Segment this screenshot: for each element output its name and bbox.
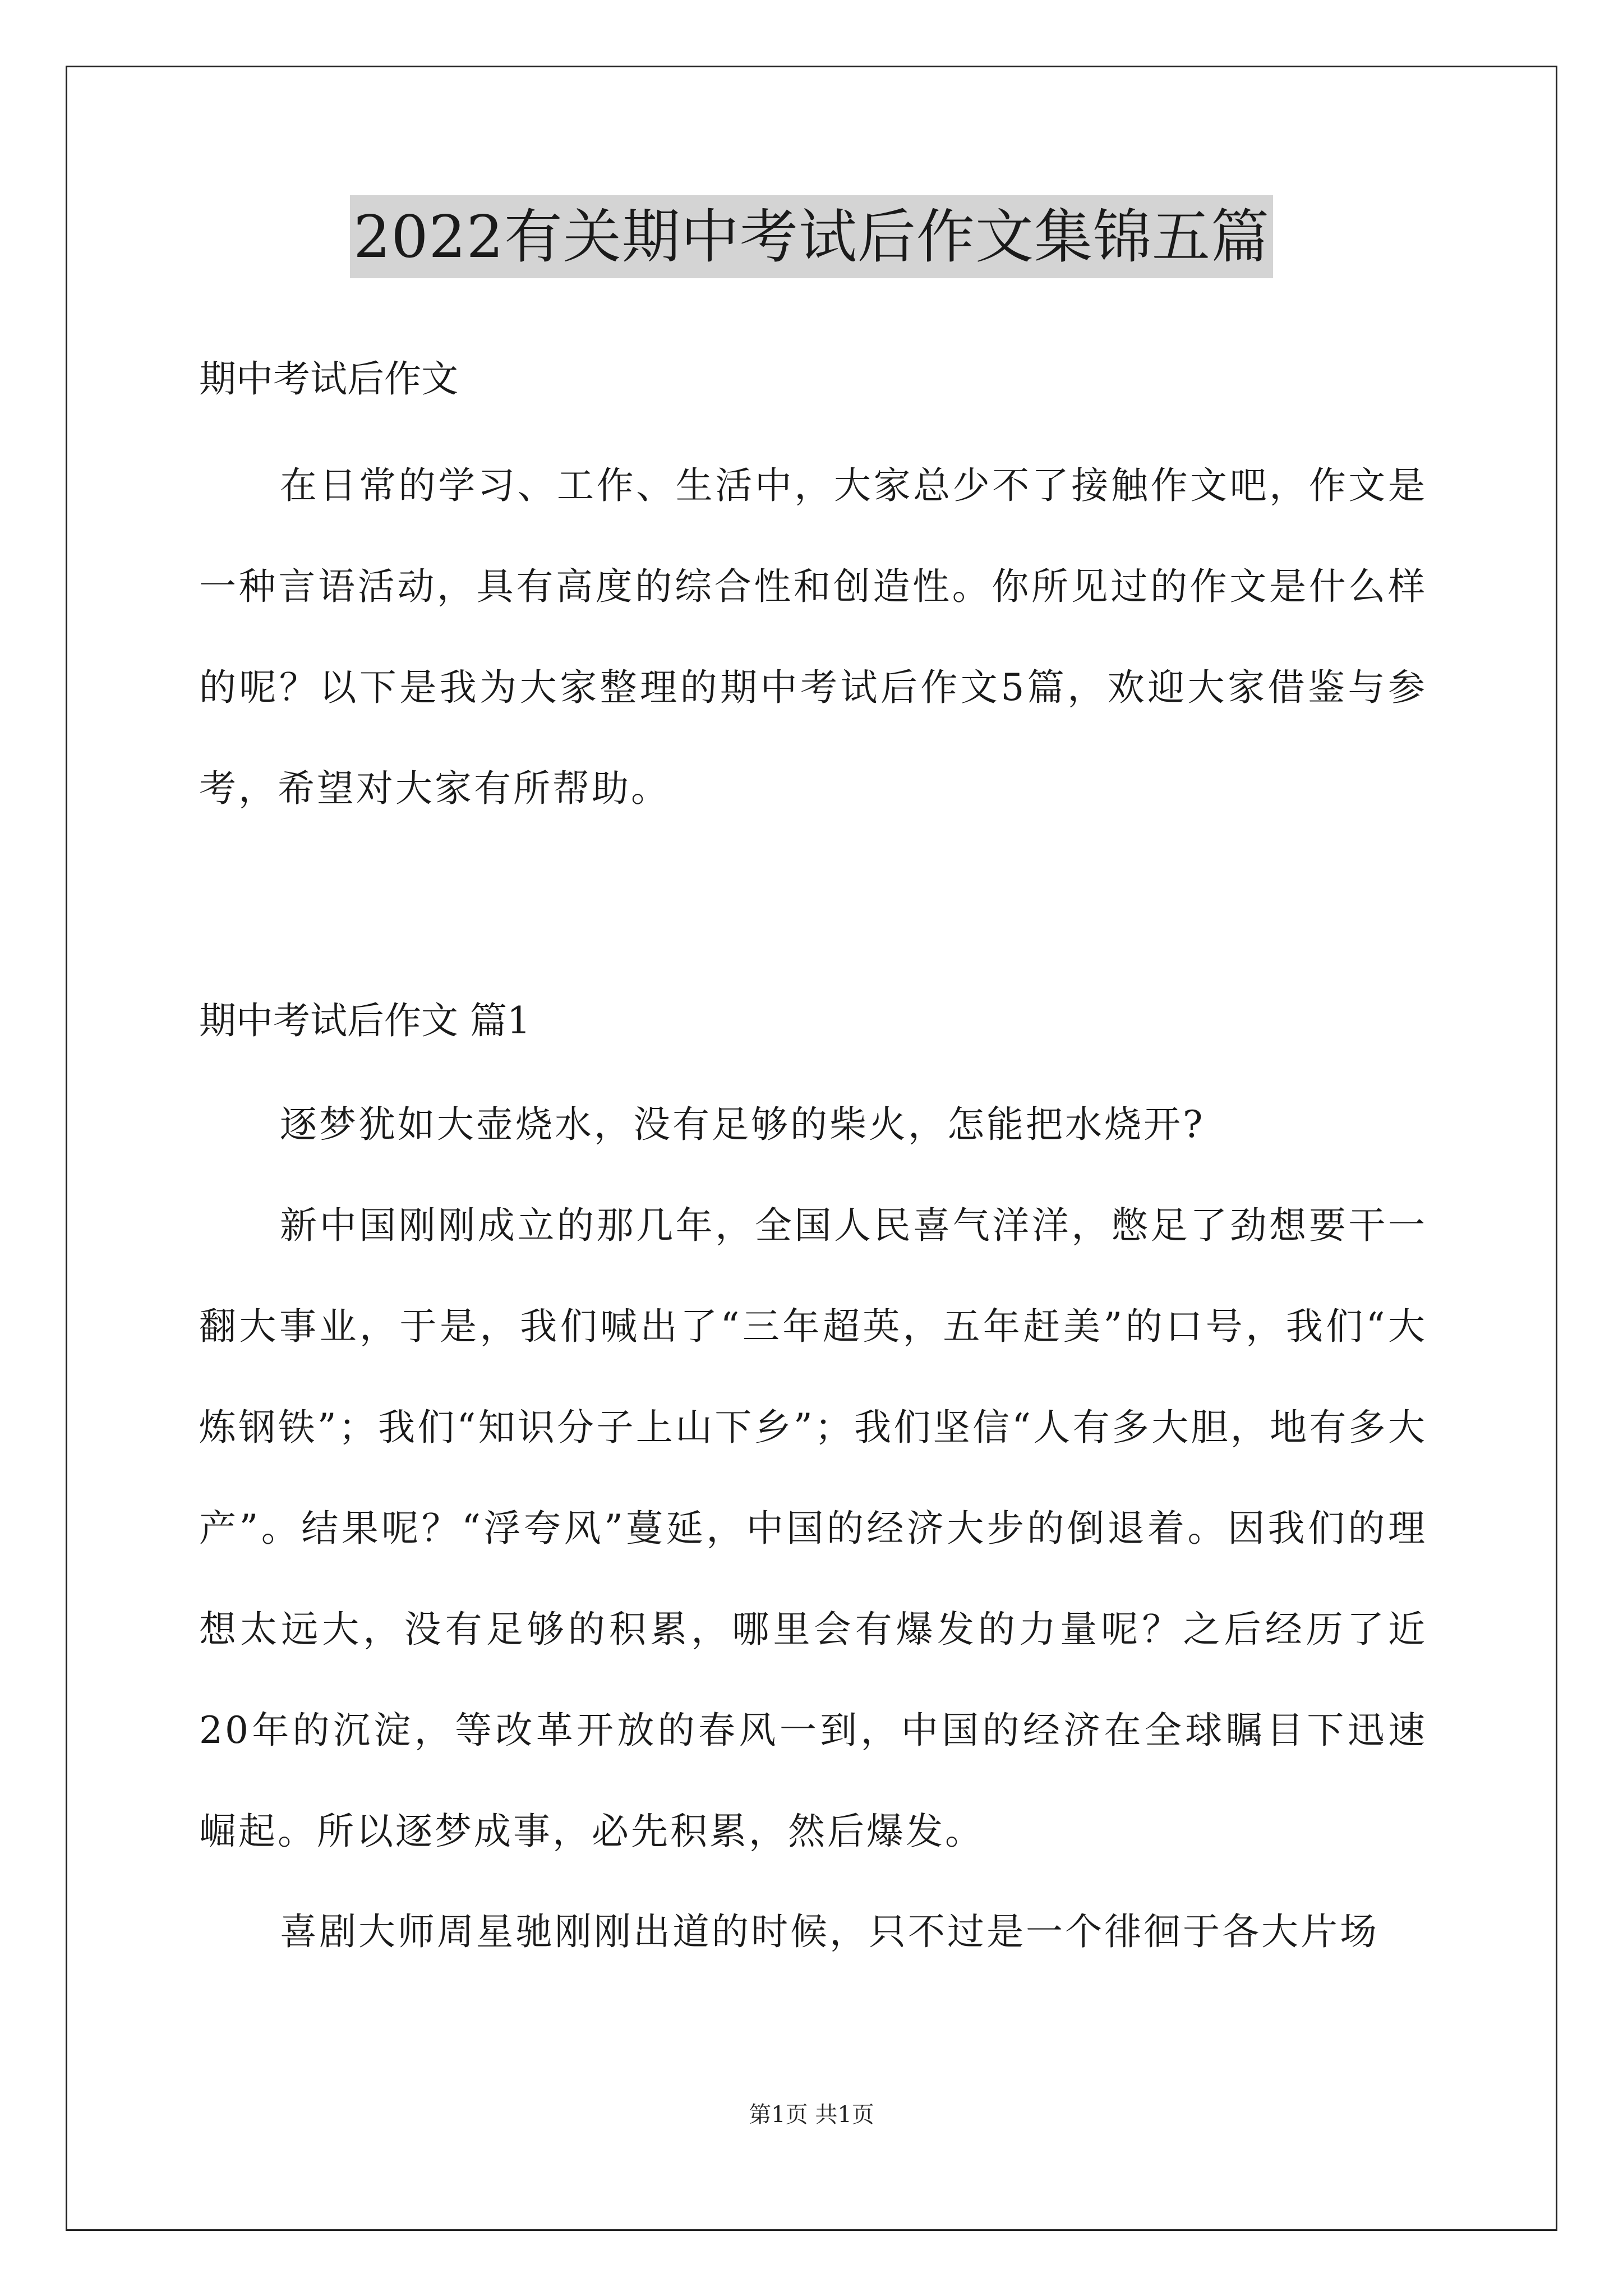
article-paragraph: 喜剧大师周星驰刚刚出道的时候，只不过是一个徘徊于各大片场: [280, 1910, 1379, 1953]
page-footer: 第1页 共1页: [749, 2102, 874, 2128]
section-heading: 期中考试后作文: [199, 357, 458, 401]
article-paragraph: 新中国刚刚成立的那几年，全国人民喜气洋洋，憋足了劲想要干一翻大事业，于是，我们喊出了“三年超英，五年赶美”的口号，我们“大炼钢铁”；我们“知识分子上山下乡”；我们坚信“人有多大胆，地有多大产”。结果呢？“浮夸风”蔓延，中国的经济大步的倒退着。因我们的理想太远大，没有足够的积累，哪里会有爆发的力量呢？之后经历了近20年的沉淀，等改革开放的春风一到，中国的经济在全球瞩目下迅速崛起。所以逐梦成事，必先积累，然后爆发。: [199, 1204, 1427, 1853]
intro-paragraph: 在日常的学习、工作、生活中，大家总少不了接触作文吧，作文是一种言语活动，具有高度的综合性和创造性。你所见过的作文是什么样的呢？以下是我为大家整理的期中考试后作文5篇，欢迎大家借鉴与参考，希望对大家有所帮助。: [199, 464, 1427, 810]
document-title: 2022有关期中考试后作文集锦五篇: [350, 195, 1273, 278]
title-container: [0, 195, 1623, 278]
article-paragraph: 逐梦犹如大壶烧水，没有足够的柴火，怎能把水烧开?: [280, 1103, 1205, 1146]
article-heading: 期中考试后作文 篇1: [199, 999, 531, 1042]
